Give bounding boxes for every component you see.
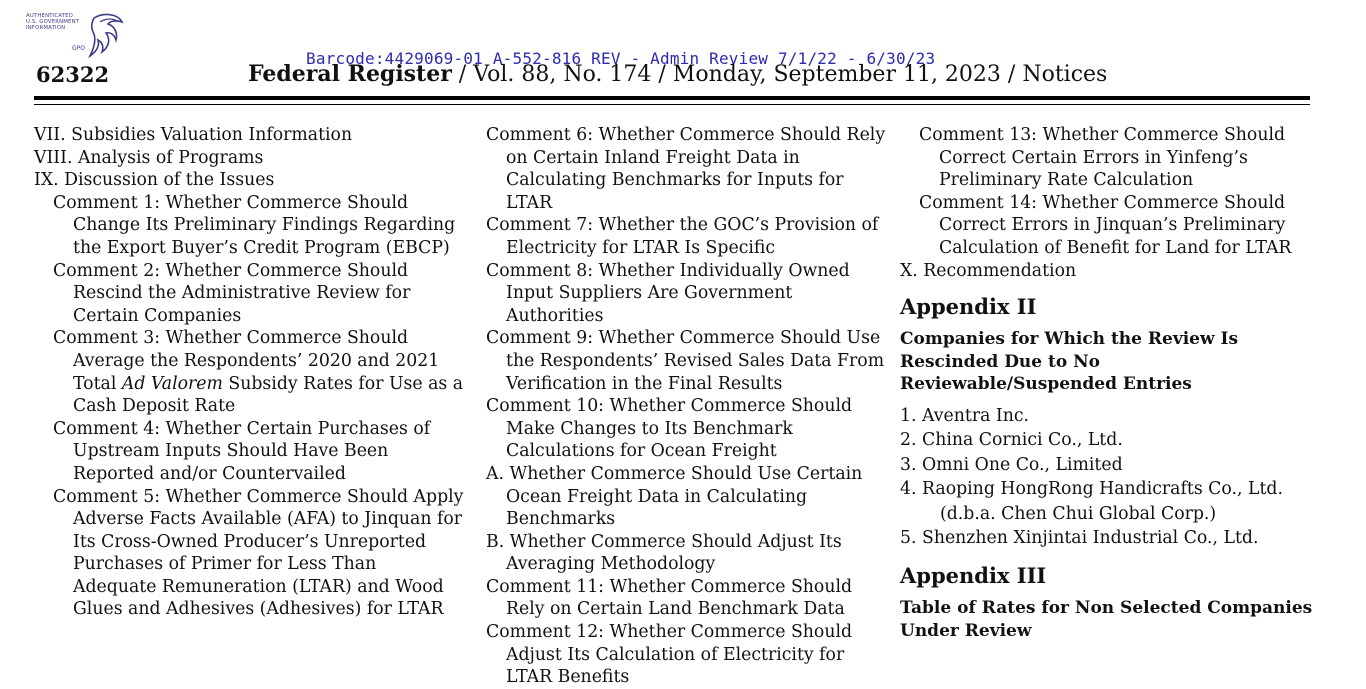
gpo-authentication-seal <box>26 12 136 60</box>
outline-item: VIII. Analysis of Programs <box>34 147 264 168</box>
outline-italic-text: Ad Valorem <box>121 373 223 394</box>
column-2 <box>486 124 886 689</box>
outline-item: Comment 4: Whether Certain Purchases of Upstream Inputs Should Have Been Reported and/or Countervailed <box>53 418 431 484</box>
barcode-line: Barcode:4429069-01 A-552-816 REV - Admin Review 7/1/22 - 6/30/23 <box>306 49 936 68</box>
outline-item: Comment 14: Whether Commerce Should Correct Errors in Jinquan’s Preliminary Calculation of Benefit for Land for LTAR <box>919 192 1292 258</box>
column-1 <box>34 124 464 621</box>
outline-item <box>34 327 464 417</box>
seal-line: INFORMATION <box>26 25 66 31</box>
outline-item: Comment 12: Whether Commerce Should Adjust Its Calculation of Electricity for LTAR Benefits <box>486 622 853 688</box>
outline-item: Comment 7: Whether the GOC’s Provision of Electricity for LTAR Is Specific <box>486 215 879 258</box>
outline-item: Comment 13: Whether Commerce Should Correct Certain Errors in Yinfeng’s Preliminary Rate Calculation <box>919 125 1286 191</box>
appendix-3-heading: Appendix III <box>900 562 1047 588</box>
outline-item: Comment 6: Whether Commerce Should Rely on Certain Inland Freight Data in Calculating Benchmarks for Inputs for LTAR <box>486 125 886 213</box>
header-rule-thick <box>34 96 1310 100</box>
outline-item: Comment 11: Whether Commerce Should Rely on Certain Land Benchmark Data <box>486 576 853 620</box>
outline-item: IX. Discussion of the Issues <box>34 170 275 191</box>
outline-item: B. Whether Commerce Should Adjust Its Averaging Methodology <box>486 531 842 575</box>
company-list-item: 2. China Cornici Co., Ltd. <box>900 430 1123 451</box>
appendix-2-heading: Appendix II <box>900 294 1037 320</box>
outline-item: X. Recommendation <box>900 260 1077 281</box>
appendix-2-subheading: Companies for Which the Review Is Rescinded Due to No Reviewable/Suspended Entries <box>900 329 1239 395</box>
outline-item: Comment 2: Whether Commerce Should Rescind the Administrative Review for Certain Companies <box>53 260 411 326</box>
seal-line: U.S. GOVERNMENT <box>26 19 80 25</box>
outline-item: Comment 5: Whether Commerce Should Apply Adverse Facts Available (AFA) to Jinquan for Its Cross-Owned Producer’s Unreported Purchases of Primer for Less Than Adequate Remuneration (LTAR) and Wood Glues and Adhesives (Adhesives) for LTAR <box>53 486 464 620</box>
company-list-item: 4. Raoping HongRong Handicrafts Co., Ltd. (d.b.a. Chen Chui Global Corp.) <box>900 479 1283 524</box>
outline-item: VII. Subsidies Valuation Information <box>34 125 353 145</box>
outline-text: Comment 3: Whether Commerce Should Average the Respondents’ 2020 and 2021 Total <box>53 328 440 394</box>
company-list-item: 3. Omni One Co., Limited <box>900 454 1123 475</box>
gpo-label: GPO <box>72 45 85 52</box>
outline-text: Subsidy Rates for Use as a Cash Deposit Rate <box>73 373 464 417</box>
eagle-logo-icon <box>86 12 126 58</box>
column-3 <box>900 124 1320 650</box>
outline-item: Comment 1: Whether Commerce Should Change Its Preliminary Findings Regarding the Export Buyer’s Credit Program (EBCP) <box>53 192 456 258</box>
outline-item: Comment 10: Whether Commerce Should Make Changes to Its Benchmark Calculations for Ocean Freight <box>486 396 853 462</box>
running-header <box>248 61 1107 87</box>
outline-item: Comment 8: Whether Individually Owned Input Suppliers Are Government Authorities <box>486 260 850 326</box>
seal-line: AUTHENTICATED <box>26 13 73 19</box>
publication-title: Federal Register <box>248 61 452 87</box>
outline-item: Comment 9: Whether Commerce Should Use the Respondents’ Revised Sales Data From Verification in the Final Results <box>486 328 885 394</box>
appendix-3-subheading: Table of Rates for Non Selected Companies Under Review <box>900 597 1313 641</box>
outline-item: A. Whether Commerce Should Use Certain Ocean Freight Data in Calculating Benchmarks <box>486 463 863 530</box>
company-list-item: 1. Aventra Inc. <box>900 405 1030 426</box>
company-list-item: 5. Shenzhen Xinjintai Industrial Co., Ltd. <box>900 528 1259 549</box>
page-number: 62322 <box>36 62 110 87</box>
header-rule-thin <box>34 104 1310 105</box>
issue-info: / Vol. 88, No. 174 / Monday, September 11, 2023 / Notices <box>451 62 1108 87</box>
